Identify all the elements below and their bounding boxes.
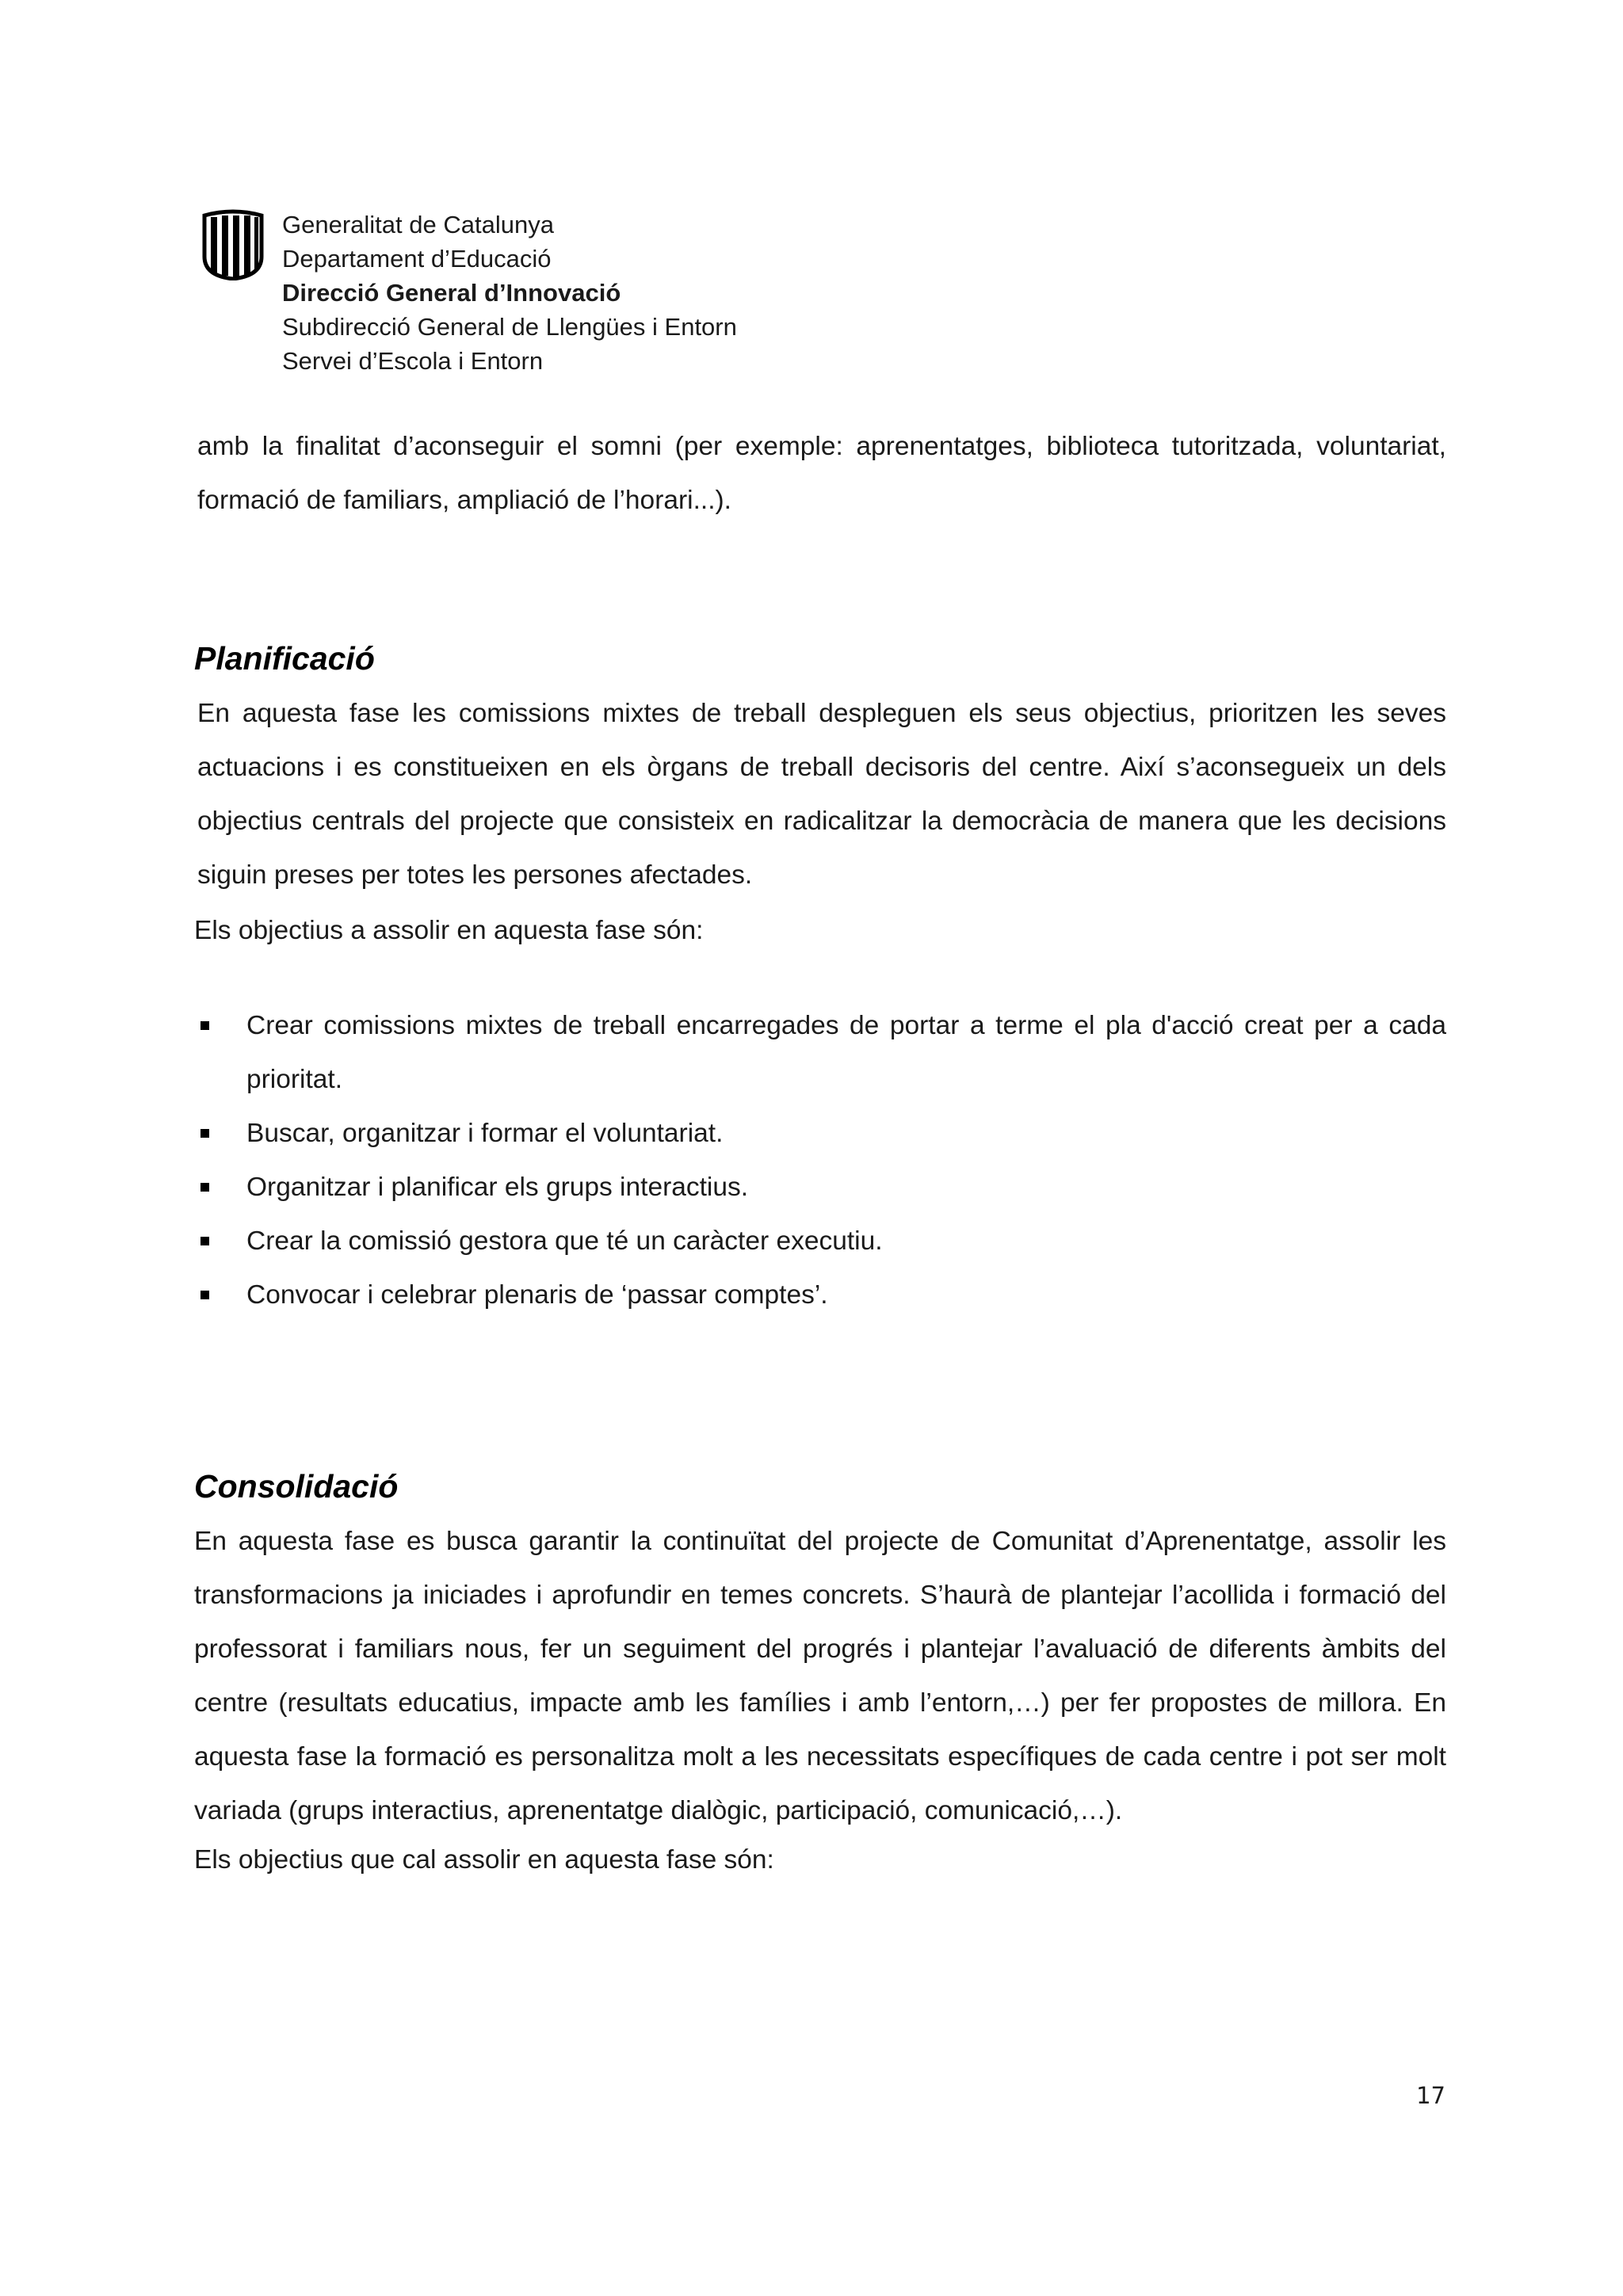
planificacio-paragraph: En aquesta fase les comissions mixtes de treball despleguen els seus objectius, prioritzen les seves actuacions i es constitueixen en els òrgans de treball decisoris del centre. Així s’aconsegueix un dels objectius centrals del projecte que consisteix en radicalitzar la democràcia de manera que les decisions siguin preses per totes les persones afectades. (197, 699, 1446, 890)
bullet-square-icon (200, 1183, 209, 1192)
planificacio-objectives-list (194, 999, 1446, 1322)
bullet-square-icon (200, 1129, 209, 1138)
org-line-departament: Departament d’Educació (282, 245, 552, 273)
section-consolidacio (194, 1468, 1446, 1882)
page-number: 17 (1416, 2082, 1445, 2109)
list-item: Crear comissions mixtes de treball encarregades de portar a terme el pla d'acció creat per a cada prioritat. (194, 999, 1446, 1107)
consolidacio-paragraph: En aquesta fase es busca garantir la continuïtat del projecte de Comunitat d’Aprenentatge, assolir les transformacions ja iniciades i aprofundir en temes concrets. S’haurà de plantejar l’acollida i formació del professorat i familiars nous, fer un seguiment del progrés i plantejar l’avaluació de diferents àmbits del centre (resultats educatius, impacte amb les famílies i amb l’entorn,…) per fer propostes de millora. En aquesta fase la formació es personalitza molt a les necessitats específiques de cada centre i pot ser molt variada (grups interactius, aprenentatge dialògic, participació, comunicació,…). (194, 1527, 1446, 1825)
list-item: Convocar i celebrar plenaris de ‘passar comptes’. (194, 1268, 1446, 1322)
generalitat-four-bars-icon (200, 209, 266, 280)
org-line-generalitat: Generalitat de Catalunya (282, 211, 554, 238)
section-planificacio (194, 640, 1446, 1322)
intro-paragraph: amb la finalitat d’aconseguir el somni (per exemple: aprenentatges, biblioteca tutoritzada, voluntariat, formació de familiars, ampliació de l’horari...). (197, 432, 1446, 515)
section-title-consolidacio: Consolidació (194, 1468, 399, 1505)
list-item: Crear la comissió gestora que té un caràcter executiu. (194, 1215, 1446, 1268)
org-line-direccio: Direcció General d’Innovació (282, 279, 621, 307)
consolidacio-objectives-intro: Els objectius que cal assolir en aquesta fase són: (194, 1845, 774, 1875)
bullet-square-icon (200, 1291, 209, 1299)
organization-name (282, 208, 737, 378)
list-item: Organitzar i planificar els grups interactius. (194, 1161, 1446, 1215)
bullet-square-icon (200, 1237, 209, 1245)
planificacio-objectives-intro: Els objectius a assolir en aquesta fase són: (194, 916, 704, 945)
section-title-planificacio: Planificació (194, 640, 375, 677)
bullet-square-icon (200, 1021, 209, 1030)
org-line-servei: Servei d’Escola i Entorn (282, 347, 544, 375)
org-line-subdireccio: Subdirecció General de Llengües i Entorn (282, 313, 737, 341)
list-item: Buscar, organitzar i formar el voluntariat. (194, 1107, 1446, 1161)
letterhead (200, 208, 737, 378)
intro-block (194, 420, 1446, 528)
